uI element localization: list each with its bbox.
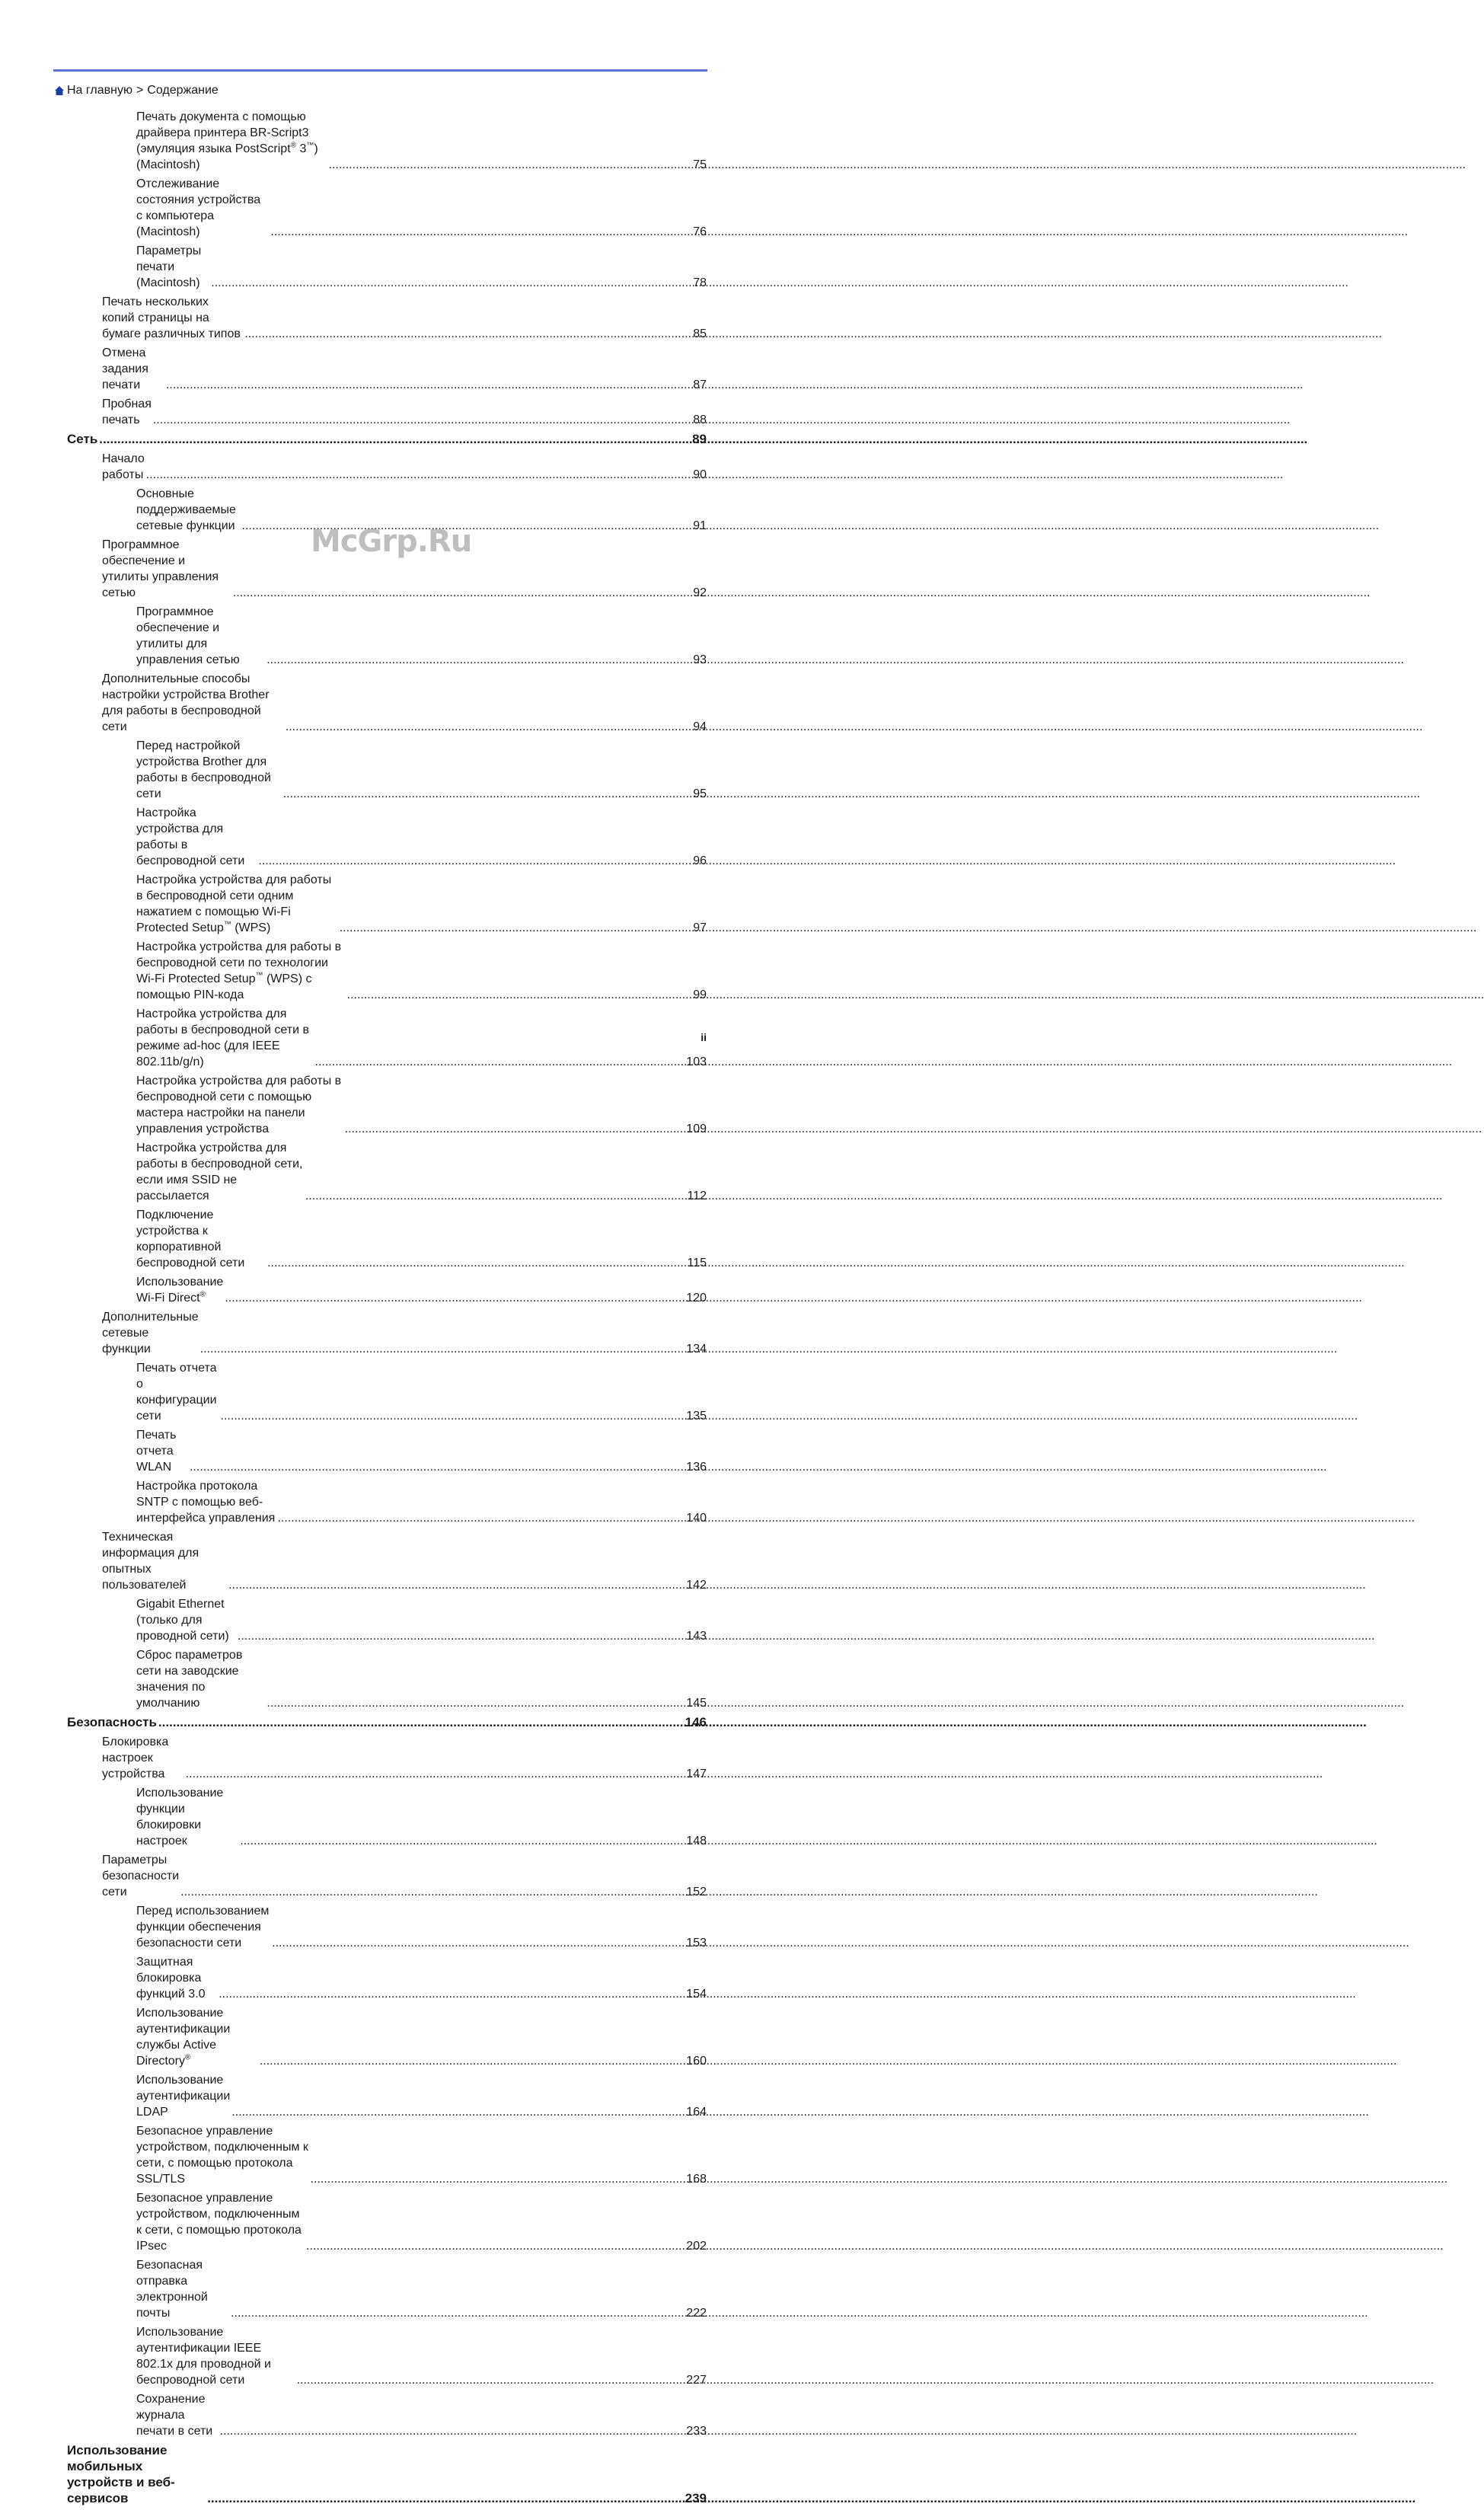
toc-entry[interactable] xyxy=(67,1529,707,1593)
toc-entry[interactable] xyxy=(67,537,707,601)
toc-entry[interactable] xyxy=(67,1360,707,1424)
toc-leader-dots xyxy=(277,1510,685,1526)
toc-entry-page[interactable]: 96 xyxy=(693,854,707,867)
toc-entry-title[interactable]: Печать документа с помощью драйвера принтера BR-Script3 (эмуляция языка PostScript® 3™) (Macintosh) xyxy=(136,110,318,171)
toc-entry-title[interactable]: Настройка устройства для работы в беспроводной сети с помощью мастера настройки на панели управления устройства xyxy=(136,1075,342,1135)
toc-entry-title[interactable]: Сеть xyxy=(67,432,98,446)
toc-entry-title[interactable]: Техническая информация для опытных пользователей xyxy=(102,1531,199,1592)
toc-entry-title[interactable]: Сохранение журнала печати в сети xyxy=(136,2393,213,2438)
toc-entry[interactable] xyxy=(67,2391,707,2439)
toc-entry[interactable] xyxy=(67,243,707,291)
toc-leader-dots xyxy=(153,412,691,428)
toc-entry-title[interactable]: Использование аутентификации LDAP xyxy=(136,2074,231,2119)
toc-entry-title[interactable]: Использование аутентификации службы Active Directory® xyxy=(136,2007,231,2068)
toc-entry[interactable] xyxy=(67,1734,707,1782)
toc-entry-title[interactable]: Безопасность xyxy=(67,1715,157,1729)
toc-entry[interactable] xyxy=(67,1478,707,1526)
toc-entry[interactable] xyxy=(67,1006,707,1070)
toc-entry-title[interactable]: Использование мобильных устройств и веб-сервисов xyxy=(67,2443,175,2505)
toc-entry-page[interactable]: 164 xyxy=(686,2106,707,2119)
toc-leader-dots xyxy=(244,326,691,342)
toc-entry-title[interactable]: Настройка устройства для работы в беспроводной сети по технологии Wi-Fi Protected Setup™ (WPS) с помощью PIN-кода xyxy=(136,940,342,1001)
toc-entry-page[interactable]: 97 xyxy=(693,921,707,934)
toc-leader-dots xyxy=(340,920,691,936)
toc-leader-dots xyxy=(270,224,691,240)
toc-entry[interactable] xyxy=(67,2072,707,2120)
toc-entry-title[interactable]: Настройка протокола SNTP с помощью веб-интерфейса управления xyxy=(136,1480,276,1525)
toc-entry[interactable] xyxy=(67,345,707,393)
toc-entry-title[interactable]: Параметры безопасности сети xyxy=(102,1854,180,1898)
toc-entry-page[interactable]: 168 xyxy=(686,2173,707,2186)
header-rule xyxy=(53,69,707,72)
toc-entry[interactable] xyxy=(67,1647,707,1711)
toc-leader-dots xyxy=(186,1766,685,1782)
toc-entry[interactable] xyxy=(67,805,707,869)
toc-entry-title[interactable]: Отмена задания печати xyxy=(102,346,148,391)
toc-chapter[interactable] xyxy=(67,2442,707,2506)
toc-leader-dots xyxy=(158,1714,684,1730)
toc-entry-title[interactable]: Дополнительные сетевые функции xyxy=(102,1311,199,1356)
toc-leader-dots xyxy=(311,2171,685,2187)
toc-chapter[interactable] xyxy=(67,1714,707,1730)
toc-leader-dots xyxy=(283,786,692,802)
toc-entry-page[interactable]: 87 xyxy=(693,378,707,391)
toc-entry-title[interactable]: Отслеживание состояния устройства с компьютера (Macintosh) xyxy=(136,177,261,238)
toc-leader-dots xyxy=(233,585,691,601)
toc-entry[interactable] xyxy=(67,1073,707,1137)
toc-entry-page[interactable]: 152 xyxy=(686,1886,707,1898)
toc-entry[interactable] xyxy=(67,176,707,240)
toc-leader-dots xyxy=(329,157,692,173)
toc-entry-title[interactable]: Основные поддерживаемые сетевые функции xyxy=(136,487,236,532)
toc-entry-title[interactable]: Использование аутентификации IEEE 802.1x для проводной и беспроводной сети xyxy=(136,2326,271,2387)
toc-entry-title[interactable]: Настройка устройства для работы в беспроводной сети, если имя SSID не рассылается xyxy=(136,1142,303,1202)
breadcrumb xyxy=(55,84,219,97)
toc-entry[interactable] xyxy=(67,872,707,936)
toc-entry[interactable] xyxy=(67,1207,707,1271)
toc-entry[interactable] xyxy=(67,1852,707,1900)
toc-chapter[interactable] xyxy=(67,431,707,447)
toc-entry-title[interactable]: Пробная печать xyxy=(102,398,152,426)
toc-entry[interactable] xyxy=(67,486,707,534)
toc-entry-page[interactable]: 146 xyxy=(685,1715,707,1729)
toc-entry-page[interactable]: 89 xyxy=(692,432,707,446)
toc-leader-dots xyxy=(345,1121,685,1137)
toc-entry-title[interactable]: Дополнительные способы настройки устройства Brother для работы в беспроводной сети xyxy=(102,672,270,733)
toc-leader-dots xyxy=(146,467,691,483)
toc-entry-page[interactable]: 227 xyxy=(686,2374,707,2387)
toc-entry-title[interactable]: Использование Wi-Fi Direct® xyxy=(136,1276,224,1304)
toc-entry-page[interactable]: 153 xyxy=(686,1937,707,1950)
toc-leader-dots xyxy=(305,1188,686,1204)
toc-leader-dots xyxy=(211,275,691,291)
toc-entry-title[interactable]: Защитная блокировка функций 3.0 xyxy=(136,1956,206,2001)
toc-leader-dots xyxy=(221,1408,685,1424)
toc-entry-page[interactable]: 95 xyxy=(693,787,707,800)
toc-entry-title[interactable]: Программное обеспечение и утилиты для управления сетью xyxy=(136,605,240,666)
toc-entry-title[interactable]: Настройка устройства для работы в беспроводной сети в режиме ad-hoc (для IEEE 802.11b/g/n) xyxy=(136,1008,309,1068)
toc-entry[interactable] xyxy=(67,2123,707,2187)
toc-entry-title[interactable]: Использование функции блокировки настроек xyxy=(136,1787,224,1847)
toc-entry[interactable] xyxy=(67,1274,707,1306)
toc-leader-dots xyxy=(240,1833,685,1849)
toc-entry-page[interactable]: 160 xyxy=(686,2055,707,2068)
toc-entry-title[interactable]: Начало работы xyxy=(102,452,145,481)
toc-leader-dots xyxy=(99,431,691,447)
toc-leader-dots xyxy=(347,987,692,1003)
toc-entry[interactable] xyxy=(67,604,707,668)
toc-leader-dots xyxy=(190,1459,685,1475)
toc-entry[interactable] xyxy=(67,396,707,428)
toc-entry-title[interactable]: Параметры печати (Macintosh) xyxy=(136,244,202,289)
toc-entry-title[interactable]: Подключение устройства к корпоративной беспроводной сети xyxy=(136,1209,245,1269)
toc-entry-title[interactable]: Безопасное управление устройством, подключенным к сети, с помощью протокола IPsec xyxy=(136,2192,302,2253)
toc-leader-dots xyxy=(272,1935,685,1951)
toc-entry-page[interactable]: 91 xyxy=(693,519,707,532)
toc-entry-page[interactable]: 239 xyxy=(685,2491,707,2505)
toc-leader-dots xyxy=(225,1290,685,1306)
toc-entry[interactable] xyxy=(67,738,707,802)
page-number: ii xyxy=(701,1031,707,1043)
toc-leader-dots xyxy=(228,1577,685,1593)
table-of-contents xyxy=(67,109,707,2510)
toc-entry[interactable] xyxy=(67,1954,707,2002)
toc-entry-page[interactable]: 92 xyxy=(693,586,707,599)
toc-entry-page[interactable]: 85 xyxy=(693,327,707,340)
toc-entry[interactable] xyxy=(67,671,707,735)
toc-entry-page[interactable]: 143 xyxy=(686,1630,707,1643)
home-icon[interactable] xyxy=(55,85,64,94)
toc-entry[interactable] xyxy=(67,939,707,1003)
toc-leader-dots xyxy=(242,518,692,534)
toc-entry-page[interactable]: 115 xyxy=(687,1257,707,1269)
breadcrumb-contents-link[interactable]: Содержание xyxy=(147,84,219,97)
toc-entry-page[interactable]: 109 xyxy=(686,1122,707,1135)
toc-entry-page[interactable]: 120 xyxy=(686,1292,707,1304)
toc-leader-dots xyxy=(306,2238,685,2254)
toc-leader-dots xyxy=(166,377,691,393)
toc-leader-dots xyxy=(220,2423,685,2439)
toc-entry[interactable] xyxy=(67,1140,707,1204)
toc-entry-page[interactable]: 94 xyxy=(693,720,707,733)
toc-leader-dots xyxy=(238,1628,685,1644)
toc-entry-title[interactable]: Безопасная отправка электронной почты xyxy=(136,2259,208,2320)
toc-leader-dots xyxy=(207,2490,683,2506)
toc-entry[interactable] xyxy=(67,294,707,342)
toc-entry-page[interactable]: 222 xyxy=(686,2307,707,2320)
toc-leader-dots xyxy=(258,853,691,869)
toc-leader-dots xyxy=(286,719,691,735)
toc-entry-page[interactable]: 134 xyxy=(686,1343,707,1356)
toc-entry-page[interactable]: 202 xyxy=(686,2240,707,2253)
toc-entry-title[interactable]: Сброс параметров сети на заводские значения по умолчанию xyxy=(136,1649,243,1710)
toc-leader-dots xyxy=(260,2053,685,2069)
toc-entry-title[interactable]: Безопасное управление устройством, подключенным к сети, с помощью протокола SSL/TLS xyxy=(136,2125,308,2186)
toc-entry-title[interactable]: Печать отчета WLAN xyxy=(136,1429,177,1474)
toc-entry-page[interactable]: 112 xyxy=(687,1190,707,1202)
toc-entry[interactable] xyxy=(67,109,707,173)
toc-entry[interactable] xyxy=(67,1596,707,1644)
toc-entry[interactable] xyxy=(67,1903,707,1951)
toc-entry-title[interactable]: Печать отчета о конфигурации сети xyxy=(136,1362,217,1423)
toc-entry-page[interactable]: 75 xyxy=(693,158,707,171)
toc-entry-page[interactable]: 135 xyxy=(686,1410,707,1423)
toc-entry-title[interactable]: Настройка устройства для работы в беспроводной сети одним нажатием с помощью Wi-Fi Protected Setup™ (WPS) xyxy=(136,873,332,934)
toc-entry-page[interactable]: 93 xyxy=(693,653,707,666)
toc-entry-page[interactable]: 103 xyxy=(686,1055,707,1068)
toc-entry[interactable] xyxy=(67,2005,707,2069)
toc-leader-dots xyxy=(267,1255,685,1271)
toc-entry[interactable] xyxy=(67,1427,707,1475)
toc-entry-page[interactable]: 90 xyxy=(693,468,707,481)
toc-entry-page[interactable]: 145 xyxy=(686,1697,707,1710)
toc-entry-title[interactable]: Блокировка настроек устройства xyxy=(102,1736,169,1780)
toc-leader-dots xyxy=(231,2104,685,2120)
toc-entry-page[interactable]: 154 xyxy=(686,1988,707,2001)
breadcrumb-separator: > xyxy=(136,84,144,97)
toc-leader-dots xyxy=(315,1054,685,1070)
toc-leader-dots xyxy=(180,1884,685,1900)
toc-entry-page[interactable]: 148 xyxy=(686,1835,707,1847)
toc-entry-title[interactable]: Печать нескольких копий страницы на бумаге различных типов xyxy=(102,295,241,340)
toc-leader-dots xyxy=(219,1986,685,2002)
toc-entry-page[interactable]: 99 xyxy=(693,988,707,1001)
toc-entry-page[interactable]: 76 xyxy=(693,225,707,238)
toc-leader-dots xyxy=(266,652,691,668)
breadcrumb-home-link[interactable]: На главную xyxy=(67,84,132,97)
toc-entry[interactable] xyxy=(67,1309,707,1357)
toc-entry-page[interactable]: 147 xyxy=(686,1768,707,1780)
toc-leader-dots xyxy=(231,2305,685,2321)
toc-entry[interactable] xyxy=(67,2257,707,2321)
toc-entry-page[interactable]: 78 xyxy=(693,276,707,289)
toc-entry[interactable] xyxy=(67,1785,707,1849)
toc-entry[interactable] xyxy=(67,2324,707,2388)
toc-leader-dots xyxy=(266,1695,685,1711)
toc-entry-page[interactable]: 233 xyxy=(686,2425,707,2438)
toc-entry-title[interactable]: Перед использованием функции обеспечения безопасности сети xyxy=(136,1905,270,1950)
watermark: McGrp.Ru xyxy=(311,524,472,559)
toc-entry-page[interactable]: 88 xyxy=(693,414,707,426)
toc-entry-title[interactable]: Перед настройкой устройства Brother для работы в беспроводной сети xyxy=(136,739,271,800)
toc-entry[interactable] xyxy=(67,2190,707,2254)
toc-entry-title[interactable]: Программное обеспечение и утилиты управления сетью xyxy=(102,538,219,599)
toc-entry-page[interactable]: 140 xyxy=(686,1512,707,1525)
toc-entry-page[interactable]: 142 xyxy=(686,1579,707,1592)
toc-entry-title[interactable]: Gigabit Ethernet (только для проводной сети) xyxy=(136,1598,229,1643)
toc-entry[interactable] xyxy=(67,451,707,483)
toc-entry-title[interactable]: Настройка устройства для работы в беспроводной сети xyxy=(136,806,245,867)
toc-entry-page[interactable]: 136 xyxy=(686,1461,707,1474)
toc-leader-dots xyxy=(200,1341,685,1357)
toc-leader-dots xyxy=(297,2372,685,2388)
